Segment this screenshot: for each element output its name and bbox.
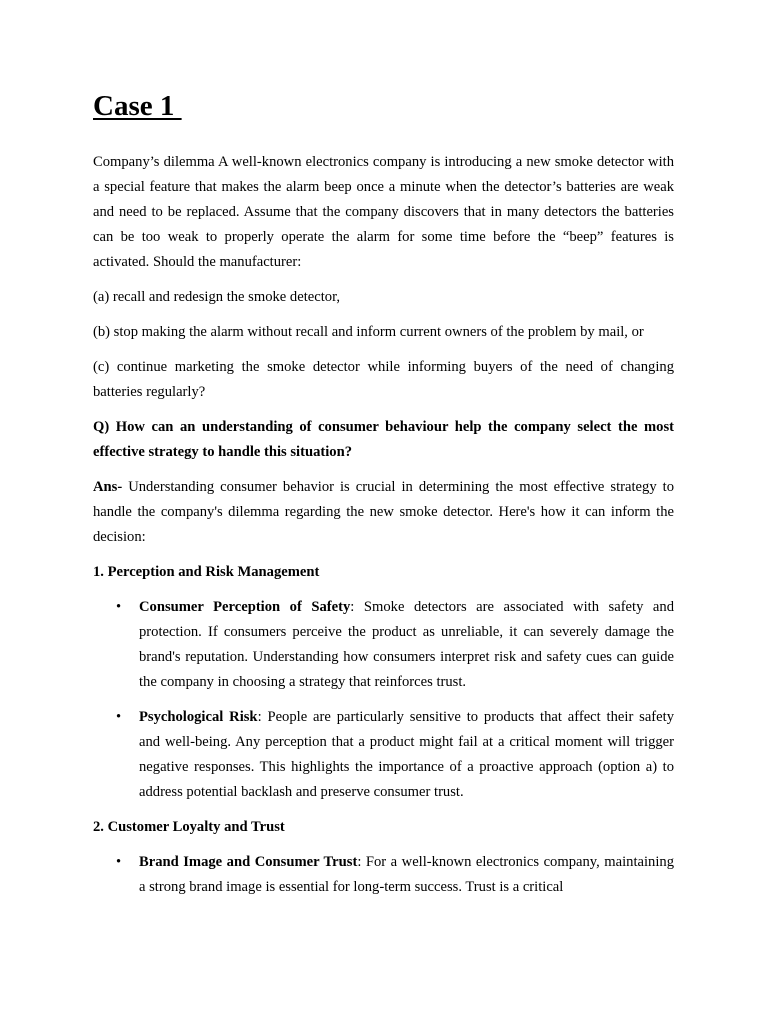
option-c: (c) continue marketing the smoke detector while informing buyers of the need of changing batteries regularly?: [93, 359, 674, 400]
answer-text: Understanding consumer behavior is crucial in determining the most effective strategy to handle the company's dilemma regarding the new smoke detector. Here's how it can inform the decision:: [93, 479, 674, 545]
bullet-term: Consumer Perception of Safety: [139, 599, 351, 615]
answer-paragraph: [93, 475, 674, 550]
list-item: [139, 595, 674, 695]
intro-paragraph: Company’s dilemma A well-known electronics company is introducing a new smoke detector with a special feature that makes the alarm beep once a minute when the detector’s batteries are weak and need to be replaced. Assume that the company discovers that in many detectors the batteries can be too weak to properly operate the alarm for some time before the “beep” features is activated. Should the manufacturer:: [93, 154, 674, 270]
bullet-text: : For a well-known electronics company, maintaining a strong brand image is essential for long-term success. Trust is a critical: [139, 854, 674, 895]
option-b: (b) stop making the alarm without recall and inform current owners of the problem by mail, or: [93, 324, 644, 340]
bullet-term: Psychological Risk: [139, 709, 258, 725]
list-item: [139, 850, 674, 900]
section-heading-perception: 1. Perception and Risk Management: [93, 564, 320, 580]
bullet-list-perception: [93, 595, 674, 805]
bullet-text: : Smoke detectors are associated with safety and protection. If consumers perceive the product as unreliable, it can severely damage the brand's reputation. Understanding how consumers interpret risk and safety cues can guide the company in choosing a strategy that reinforces trust.: [139, 599, 674, 690]
option-a: (a) recall and redesign the smoke detector,: [93, 289, 340, 305]
answer-label: Ans-: [93, 479, 123, 495]
question-paragraph: Q) How can an understanding of consumer behaviour help the company select the most effective strategy to handle this situation?: [93, 419, 674, 460]
bullet-text: : People are particularly sensitive to products that affect their safety and well-being. Any perception that a product might fail at a critical moment will trigger negative responses. This highlights the importance of a proactive approach (option a) to address potential backlash and preserve consumer trust.: [139, 709, 674, 800]
bullet-list-loyalty: [93, 850, 674, 900]
page-title: Case 1: [93, 90, 182, 122]
list-item: [139, 705, 674, 805]
document-page: [93, 88, 674, 910]
bullet-term: Brand Image and Consumer Trust: [139, 854, 358, 870]
section-heading-loyalty: 2. Customer Loyalty and Trust: [93, 819, 285, 835]
